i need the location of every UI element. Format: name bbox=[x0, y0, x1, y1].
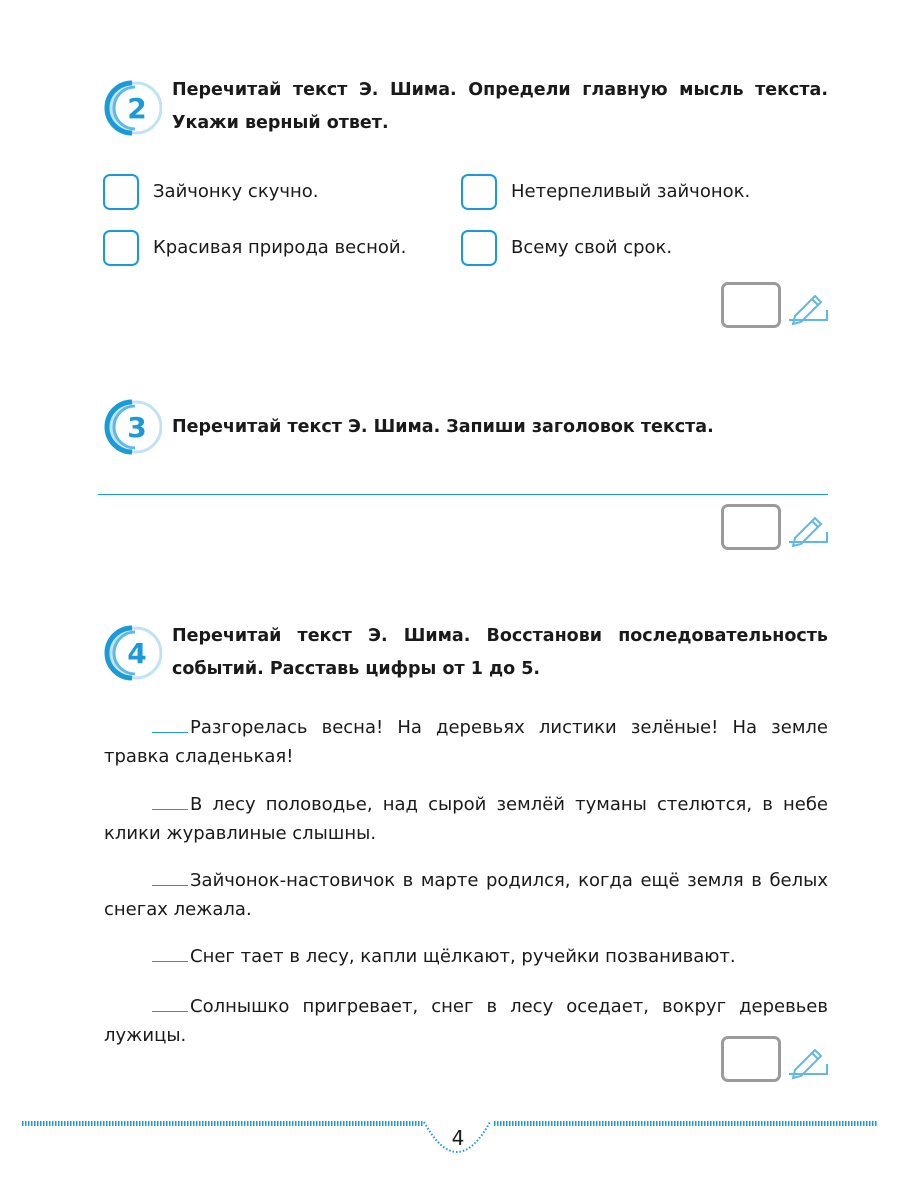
sentence-text: Разгорелась весна! На деревьях листики зелёные! На земле травка сладенькая! bbox=[104, 717, 828, 767]
sequence-item-1 bbox=[104, 713, 828, 771]
task-2-badge bbox=[102, 78, 162, 138]
number-blank[interactable] bbox=[152, 993, 188, 1012]
option-label: Зайчонку скучно. bbox=[153, 181, 319, 202]
number-blank[interactable] bbox=[152, 867, 188, 886]
option-4[interactable] bbox=[461, 230, 672, 266]
footer-divider-right bbox=[494, 1121, 878, 1126]
answer-checkbox[interactable] bbox=[103, 174, 139, 210]
task-3-title: Перечитай текст Э. Шима. Запиши заголовок текста. bbox=[172, 417, 714, 437]
task-number: 3 bbox=[127, 410, 147, 444]
task-number: 2 bbox=[127, 91, 147, 125]
sequence-item-2 bbox=[104, 790, 828, 848]
sentence-text: Снег тает в лесу, капли щёлкают, ручейки позванивают. bbox=[190, 946, 736, 967]
option-label: Красивая природа весной. bbox=[153, 237, 407, 258]
number-blank[interactable] bbox=[152, 943, 188, 962]
sequence-item-3 bbox=[104, 866, 828, 924]
option-label: Нетерпеливый зайчонок. bbox=[511, 181, 751, 202]
page-number: 4 bbox=[451, 1126, 465, 1150]
answer-checkbox[interactable] bbox=[461, 230, 497, 266]
pencil-icon bbox=[787, 1044, 829, 1082]
answer-checkbox[interactable] bbox=[461, 174, 497, 210]
sentence-text: Солнышко пригревает, снег в лесу оседает, вокруг деревьев лужицы. bbox=[104, 996, 828, 1046]
score-field-task-3 bbox=[721, 504, 831, 554]
task-4-badge bbox=[102, 623, 162, 683]
sentence-text: Зайчонок-настовичок в марте родился, когда ещё земля в белых снегах лежала. bbox=[104, 870, 828, 920]
pencil-icon bbox=[787, 512, 829, 550]
option-1[interactable] bbox=[103, 174, 319, 210]
task-4-title: Перечитай текст Э. Шима. Восстанови последовательность событий. Расставь цифры от 1 до 5. bbox=[172, 626, 828, 679]
pencil-icon bbox=[787, 290, 829, 328]
footer-divider-left bbox=[22, 1121, 424, 1126]
score-input-box[interactable] bbox=[721, 282, 781, 328]
task-number: 4 bbox=[127, 636, 147, 670]
task-2-title: Перечитай текст Э. Шима. Определи главную мысль текста. Укажи верный ответ. bbox=[172, 80, 828, 133]
option-2[interactable] bbox=[461, 174, 750, 210]
score-input-box[interactable] bbox=[721, 1036, 781, 1082]
answer-checkbox[interactable] bbox=[103, 230, 139, 266]
sentence-text: В лесу половодье, над сырой землёй туманы стелются, в небе клики журавлиные слышны. bbox=[104, 794, 828, 844]
answer-line[interactable] bbox=[98, 494, 828, 495]
task-3-badge bbox=[102, 397, 162, 457]
number-blank[interactable] bbox=[152, 714, 188, 733]
sequence-item-5 bbox=[104, 992, 828, 1050]
score-field-task-4 bbox=[721, 1036, 831, 1086]
option-3[interactable] bbox=[103, 230, 406, 266]
option-label: Всему свой срок. bbox=[511, 237, 673, 258]
score-input-box[interactable] bbox=[721, 504, 781, 550]
score-field-task-2 bbox=[721, 282, 831, 332]
number-blank[interactable] bbox=[152, 791, 188, 810]
sequence-item-4 bbox=[104, 942, 828, 971]
